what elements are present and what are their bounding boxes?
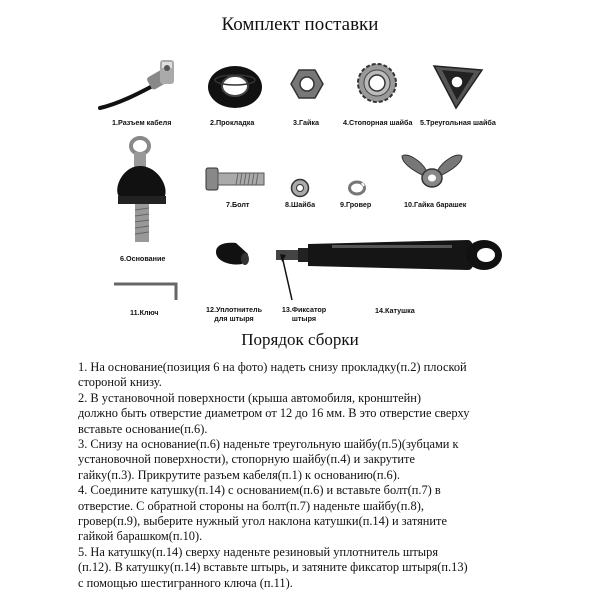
rubber-gasket-icon <box>206 64 264 110</box>
part-label <box>268 305 340 323</box>
spring-washer-icon <box>348 180 366 196</box>
step-line: 4. Соедините катушку(п.14) с основанием(п.6) и вставьте болт(п.7) в <box>78 483 441 498</box>
step-line: вставьте основание(п.6). <box>78 421 208 436</box>
triangle-washer-icon <box>430 60 486 110</box>
flat-washer-icon <box>290 178 310 198</box>
step-line: (п.12). В катушку(п.14) вставьте штырь, и затяните фиксатор штыря(п.13) <box>78 560 468 575</box>
step-line: гровер(п.9), выберите нужный угол наклона катушки(п.14) и затяните <box>78 514 447 529</box>
bolt-icon <box>204 164 266 194</box>
part-label: 3.Гайка <box>293 118 319 127</box>
step-line: с помощью шестигранного ключа (п.11). <box>78 575 293 590</box>
part-label-line: 13.Фиксатор <box>281 305 327 314</box>
part-label: 8.Шайба <box>285 200 316 209</box>
cable-connector-icon <box>98 58 182 114</box>
part-label-line: для штыря <box>214 314 254 323</box>
assembly-order-title: Порядок сборки <box>241 330 359 349</box>
part-label: 9.Гровер <box>340 200 372 209</box>
part-label-line: штыря <box>291 314 317 323</box>
hex-key-icon <box>112 280 182 302</box>
step-line: стороной книзу. <box>78 375 162 390</box>
part-label <box>198 305 270 323</box>
part-label: 5.Треугольная шайба <box>420 118 496 127</box>
step-line: 2. В установочной поверхности (крыша автомобиля, кронштейн) <box>78 390 422 405</box>
antenna-coil-icon <box>272 236 506 276</box>
lock-washer-icon <box>356 62 398 104</box>
step-line: отверстие. С обратной стороны на болт(п.7) наденьте шайбу(п.8), <box>78 498 424 513</box>
assembly-steps <box>78 360 528 591</box>
hex-nut-icon <box>290 68 324 100</box>
part-label: 14.Катушка <box>375 306 415 315</box>
part-label: 1.Разъем кабеля <box>112 118 172 127</box>
step-line: должно быть отверстие диаметром от 12 до 16 мм. В это отверстие сверху <box>78 406 470 421</box>
step-line: гайкой барашком(п.10). <box>78 529 203 544</box>
rubber-seal-icon <box>212 240 252 268</box>
step-line: установочной поверхности), стопорную шайбу(п.4) и закрутите <box>78 452 415 467</box>
part-label: 10.Гайка барашек <box>404 200 467 209</box>
antenna-base-icon <box>108 136 176 244</box>
part-label: 6.Основание <box>120 254 166 263</box>
kit-contents-title: Комплект поставки <box>221 14 379 35</box>
step-line: 1. На основание(позиция 6 на фото) надеть снизу прокладку(п.2) плоской <box>78 360 467 374</box>
part-label: 4.Стопорная шайба <box>343 118 413 127</box>
part-label: 11.Ключ <box>130 308 159 317</box>
step-line: 3. Снизу на основание(п.6) наденьте треугольную шайбу(п.5)(зубцами к <box>78 437 459 452</box>
step-line: 5. На катушку(п.14) сверху наденьте резиновый уплотнитель штыря <box>78 544 439 559</box>
pointer-arrow <box>278 254 298 304</box>
part-label: 2.Прокладка <box>210 118 255 127</box>
wing-nut-icon <box>398 150 466 192</box>
part-label-line: 12.Уплотнитель <box>206 305 262 314</box>
part-label: 7.Болт <box>226 200 250 209</box>
step-line: гайку(п.3). Прикрутите разъем кабеля(п.1) к основанию(п.6). <box>78 467 400 482</box>
